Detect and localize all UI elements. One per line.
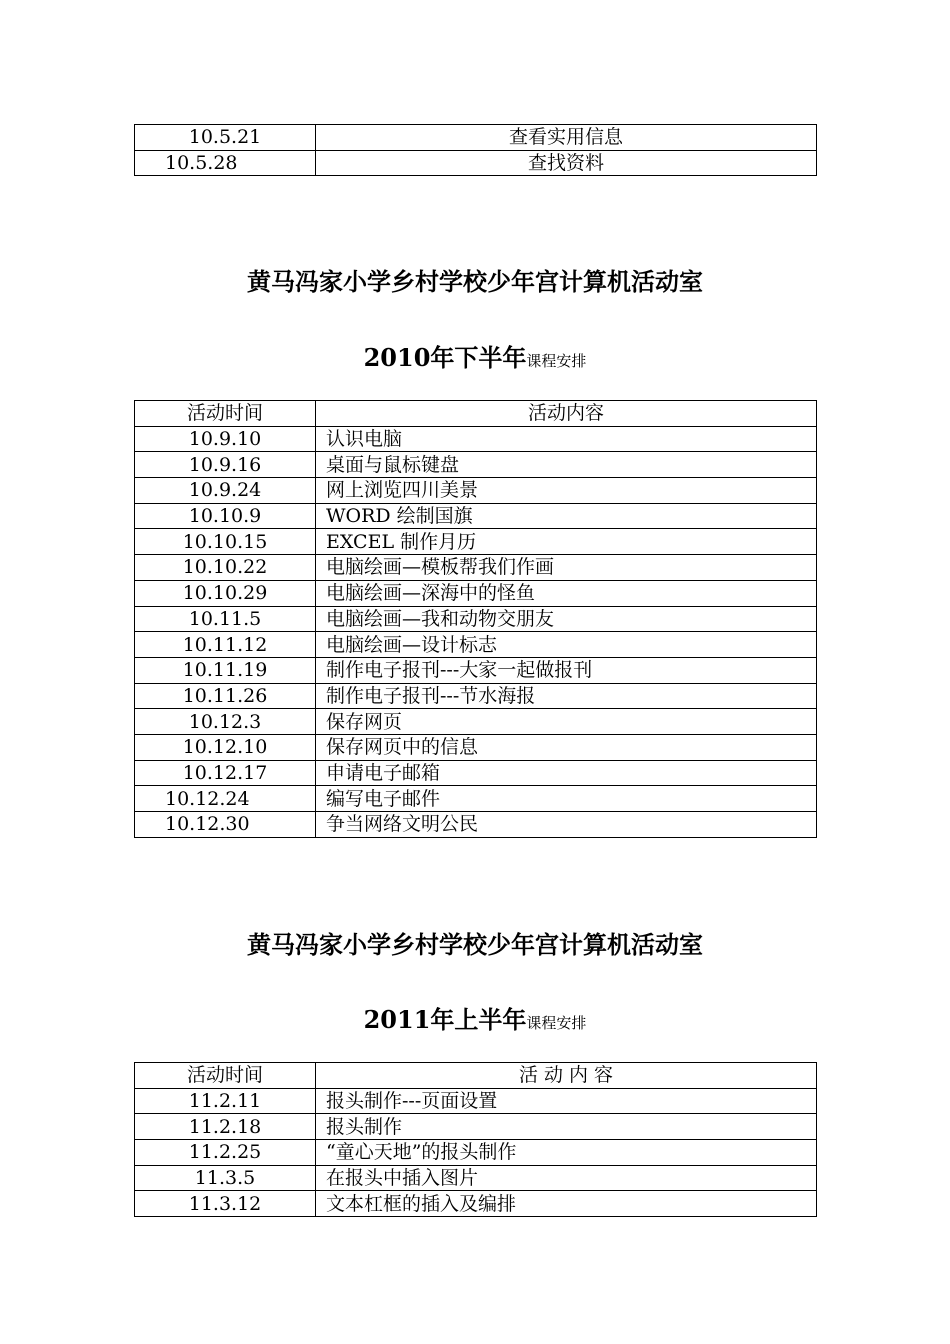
row-date: 10.9.16 — [135, 452, 316, 478]
row-content: 电脑绘画—深海中的怪鱼 — [316, 580, 817, 606]
table-row — [135, 709, 817, 735]
table-row — [135, 503, 817, 529]
schedule-table-continued — [134, 124, 817, 176]
row-date: 10.12.17 — [135, 760, 316, 786]
row-date: 10.10.15 — [135, 529, 316, 555]
section-title-2011: 黄马冯家小学乡村学校少年宫计算机活动室 — [247, 931, 703, 959]
row-date: 11.2.25 — [135, 1140, 316, 1166]
row-date: 10.12.24 — [135, 786, 316, 812]
row-date: 10.10.9 — [135, 503, 316, 529]
row-content: 文本杠框的插入及编排 — [316, 1191, 817, 1217]
row-date: 10.12.3 — [135, 709, 316, 735]
row-date: 10.12.30 — [135, 812, 316, 838]
table-row — [135, 1165, 817, 1191]
section-title-2010: 黄马冯家小学乡村学校少年宫计算机活动室 — [247, 268, 703, 296]
schedule-table-2010 — [134, 400, 817, 838]
table-row — [135, 1088, 817, 1114]
table-row — [135, 150, 817, 176]
row-content: 电脑绘画—模板帮我们作画 — [316, 555, 817, 581]
subtitle-term: 年上半年 — [430, 1006, 527, 1034]
table-row — [135, 606, 817, 632]
row-content: 查找资料 — [316, 150, 817, 176]
row-date: 10.10.29 — [135, 580, 316, 606]
row-content: EXCEL 制作月历 — [316, 529, 817, 555]
row-content: 报头制作---页面设置 — [316, 1088, 817, 1114]
table-row — [135, 632, 817, 658]
row-content: 制作电子报刊---大家一起做报刊 — [316, 657, 817, 683]
table-row — [135, 1140, 817, 1166]
table-row — [135, 657, 817, 683]
row-content: 在报头中插入图片 — [316, 1165, 817, 1191]
row-content: 报头制作 — [316, 1114, 817, 1140]
header-time: 活动时间 — [135, 1063, 316, 1089]
row-date: 10.9.24 — [135, 478, 316, 504]
table-row — [135, 734, 817, 760]
table-row — [135, 580, 817, 606]
row-date: 10.12.10 — [135, 734, 316, 760]
row-content: 认识电脑 — [316, 426, 817, 452]
row-content: WORD 绘制国旗 — [316, 503, 817, 529]
row-date: 11.3.5 — [135, 1165, 316, 1191]
row-date: 10.5.28 — [135, 150, 316, 176]
row-content: 电脑绘画—我和动物交朋友 — [316, 606, 817, 632]
row-content: 编写电子邮件 — [316, 786, 817, 812]
row-content: 桌面与鼠标键盘 — [316, 452, 817, 478]
row-date: 11.2.11 — [135, 1088, 316, 1114]
row-content: 制作电子报刊---节水海报 — [316, 683, 817, 709]
row-content: 保存网页 — [316, 709, 817, 735]
header-content: 活 动 内 容 — [316, 1063, 817, 1089]
row-date: 11.2.18 — [135, 1114, 316, 1140]
header-time: 活动时间 — [135, 401, 316, 427]
subtitle-suffix: 课程安排 — [526, 1014, 587, 1032]
row-date: 10.10.22 — [135, 555, 316, 581]
table-row — [135, 555, 817, 581]
table-row — [135, 812, 817, 838]
schedule-table-2011 — [134, 1062, 817, 1217]
table-header-row — [135, 401, 817, 427]
subtitle-year: 2010 — [363, 343, 431, 372]
table-header-row — [135, 1063, 817, 1089]
table-row — [135, 125, 817, 151]
table-row — [135, 426, 817, 452]
row-date: 10.11.19 — [135, 657, 316, 683]
row-content: “童心天地”的报头制作 — [316, 1140, 817, 1166]
row-date: 10.11.26 — [135, 683, 316, 709]
table-row — [135, 786, 817, 812]
table-row — [135, 452, 817, 478]
table-row — [135, 1191, 817, 1217]
row-content: 争当网络文明公民 — [316, 812, 817, 838]
table-row — [135, 529, 817, 555]
header-content: 活动内容 — [316, 401, 817, 427]
table-row — [135, 683, 817, 709]
subtitle-year: 2011 — [363, 1005, 431, 1034]
row-date: 11.3.12 — [135, 1191, 316, 1217]
row-date: 10.11.12 — [135, 632, 316, 658]
table-row — [135, 1114, 817, 1140]
subtitle-suffix: 课程安排 — [526, 352, 587, 370]
section-subtitle-2010 — [0, 338, 950, 373]
row-content: 申请电子邮箱 — [316, 760, 817, 786]
table-row — [135, 760, 817, 786]
section-subtitle-2011 — [0, 1000, 950, 1035]
table-row — [135, 478, 817, 504]
subtitle-term: 年下半年 — [430, 344, 527, 372]
row-date: 10.5.21 — [135, 125, 316, 151]
row-content: 网上浏览四川美景 — [316, 478, 817, 504]
row-date: 10.9.10 — [135, 426, 316, 452]
row-content: 保存网页中的信息 — [316, 734, 817, 760]
row-content: 电脑绘画—设计标志 — [316, 632, 817, 658]
row-content: 查看实用信息 — [316, 125, 817, 151]
row-date: 10.11.5 — [135, 606, 316, 632]
